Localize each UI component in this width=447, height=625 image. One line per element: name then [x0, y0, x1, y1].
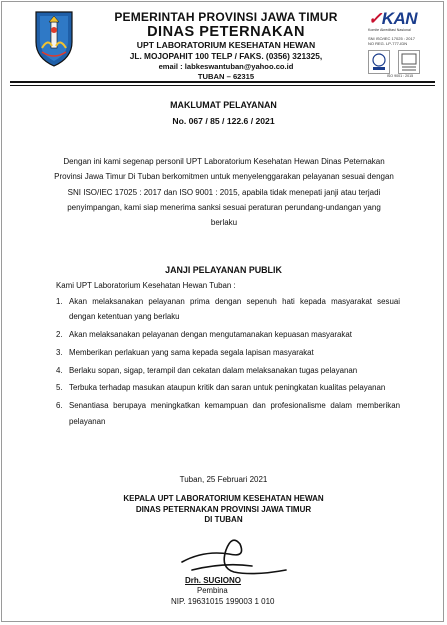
list-item: 6. Senantiasa berupaya meningkatkan kemampuan dan profesionalisme dalam memberikan pelayanan: [56, 401, 400, 426]
list-item: 3. Memberikan perlakuan yang sama kepada segala lapisan masyarakat: [56, 347, 314, 357]
promise-title: JANJI PELAYANAN PUBLIK: [165, 265, 282, 275]
intro-paragraph: Dengan ini kami segenap personil UPT Laboratorium Kesehatan Hewan Dinas Peternakan Provinsi Jawa Timur Di Tuban berkomitmen untuk menyelenggarakan pelayanan sesuai dengan SNI ISO/IEC 17025 : 2017 dan ISO 9001 : 2015, apabila tidak menepati janji atau terjadi penyimpangan, kami siap menerima sanksi sesuai peraturan perundang-undangan yang berlaku: [54, 157, 394, 228]
kan-accreditation: [368, 10, 432, 78]
handwritten-signature-icon: [174, 532, 294, 582]
signatory-nip: NIP. 19631015 199003 1 010: [171, 597, 275, 606]
iso-badges: [368, 50, 432, 74]
letterhead-city: TUBAN – 62315: [197, 72, 255, 81]
kan-cert-17025: SNI ISO/IEC 17025 : 2017: [368, 36, 415, 41]
list-item: 4. Berlaku sopan, sigap, terampil dan cekatan dalam melaksanakan tugas pelayanan: [56, 365, 358, 375]
letterhead: [86, 11, 366, 82]
iso-label: ISO 9001 : 2015: [386, 74, 414, 78]
signatory-title: KEPALA UPT LABORATORIUM KESEHATAN HEWAN DINAS PETERNAKAN PROVINSI JAWA TIMUR DI TUBAN: [123, 494, 324, 524]
letterhead-address: JL. MOJOPAHIT 100 TELP / FAKS. (0356) 321325,: [129, 51, 323, 61]
kan-reg-number: NO REG. LP-777-IDN: [368, 41, 408, 46]
list-item: 1. Akan melaksanakan pelayanan prima dengan sepenuh hati kepada masyarakat sesuai dengan ketentuan yang berlaku: [56, 297, 400, 322]
letterhead-rule-thick: [10, 81, 435, 83]
promise-list: [56, 294, 400, 431]
promise-lead: Kami UPT Laboratorium Kesehatan Hewan Tuban :: [56, 281, 236, 290]
document-page: [1, 1, 444, 622]
certification-badge-icon: [398, 50, 420, 74]
letterhead-unit: UPT LABORATORIUM KESEHATAN HEWAN: [136, 40, 316, 50]
list-item: 2. Akan melaksanakan pelayanan dengan mengutamanakan kepuasan masyarakat: [56, 330, 352, 340]
kan-logo: ✓KAN: [368, 9, 418, 28]
iso-badge-icon: [368, 50, 390, 74]
signatory-name: Drh. SUGIONO: [185, 576, 242, 585]
letterhead-email: email : labkeswantuban@yahoo.co.id: [158, 62, 294, 71]
letterhead-agency: DINAS PETERNAKAN: [147, 24, 305, 40]
letterhead-government: PEMERINTAH PROVINSI JAWA TIMUR: [114, 10, 338, 24]
document-number: No. 067 / 85 / 122.6 / 2021: [172, 116, 275, 126]
document-title: MAKLUMAT PELAYANAN: [170, 100, 277, 110]
signing-date: Tuban, 25 Februari 2021: [179, 475, 268, 484]
east-java-emblem-icon: [32, 8, 76, 68]
kan-tagline: Komite Akreditasi Nasional: [368, 28, 411, 32]
list-item: 5. Terbuka terhadap masukan ataupun kritik dan saran untuk peningkatan kualitas pelayanan: [56, 383, 386, 393]
letterhead-rule-thin: [10, 85, 435, 86]
signatory-rank: Pembina: [197, 586, 228, 595]
